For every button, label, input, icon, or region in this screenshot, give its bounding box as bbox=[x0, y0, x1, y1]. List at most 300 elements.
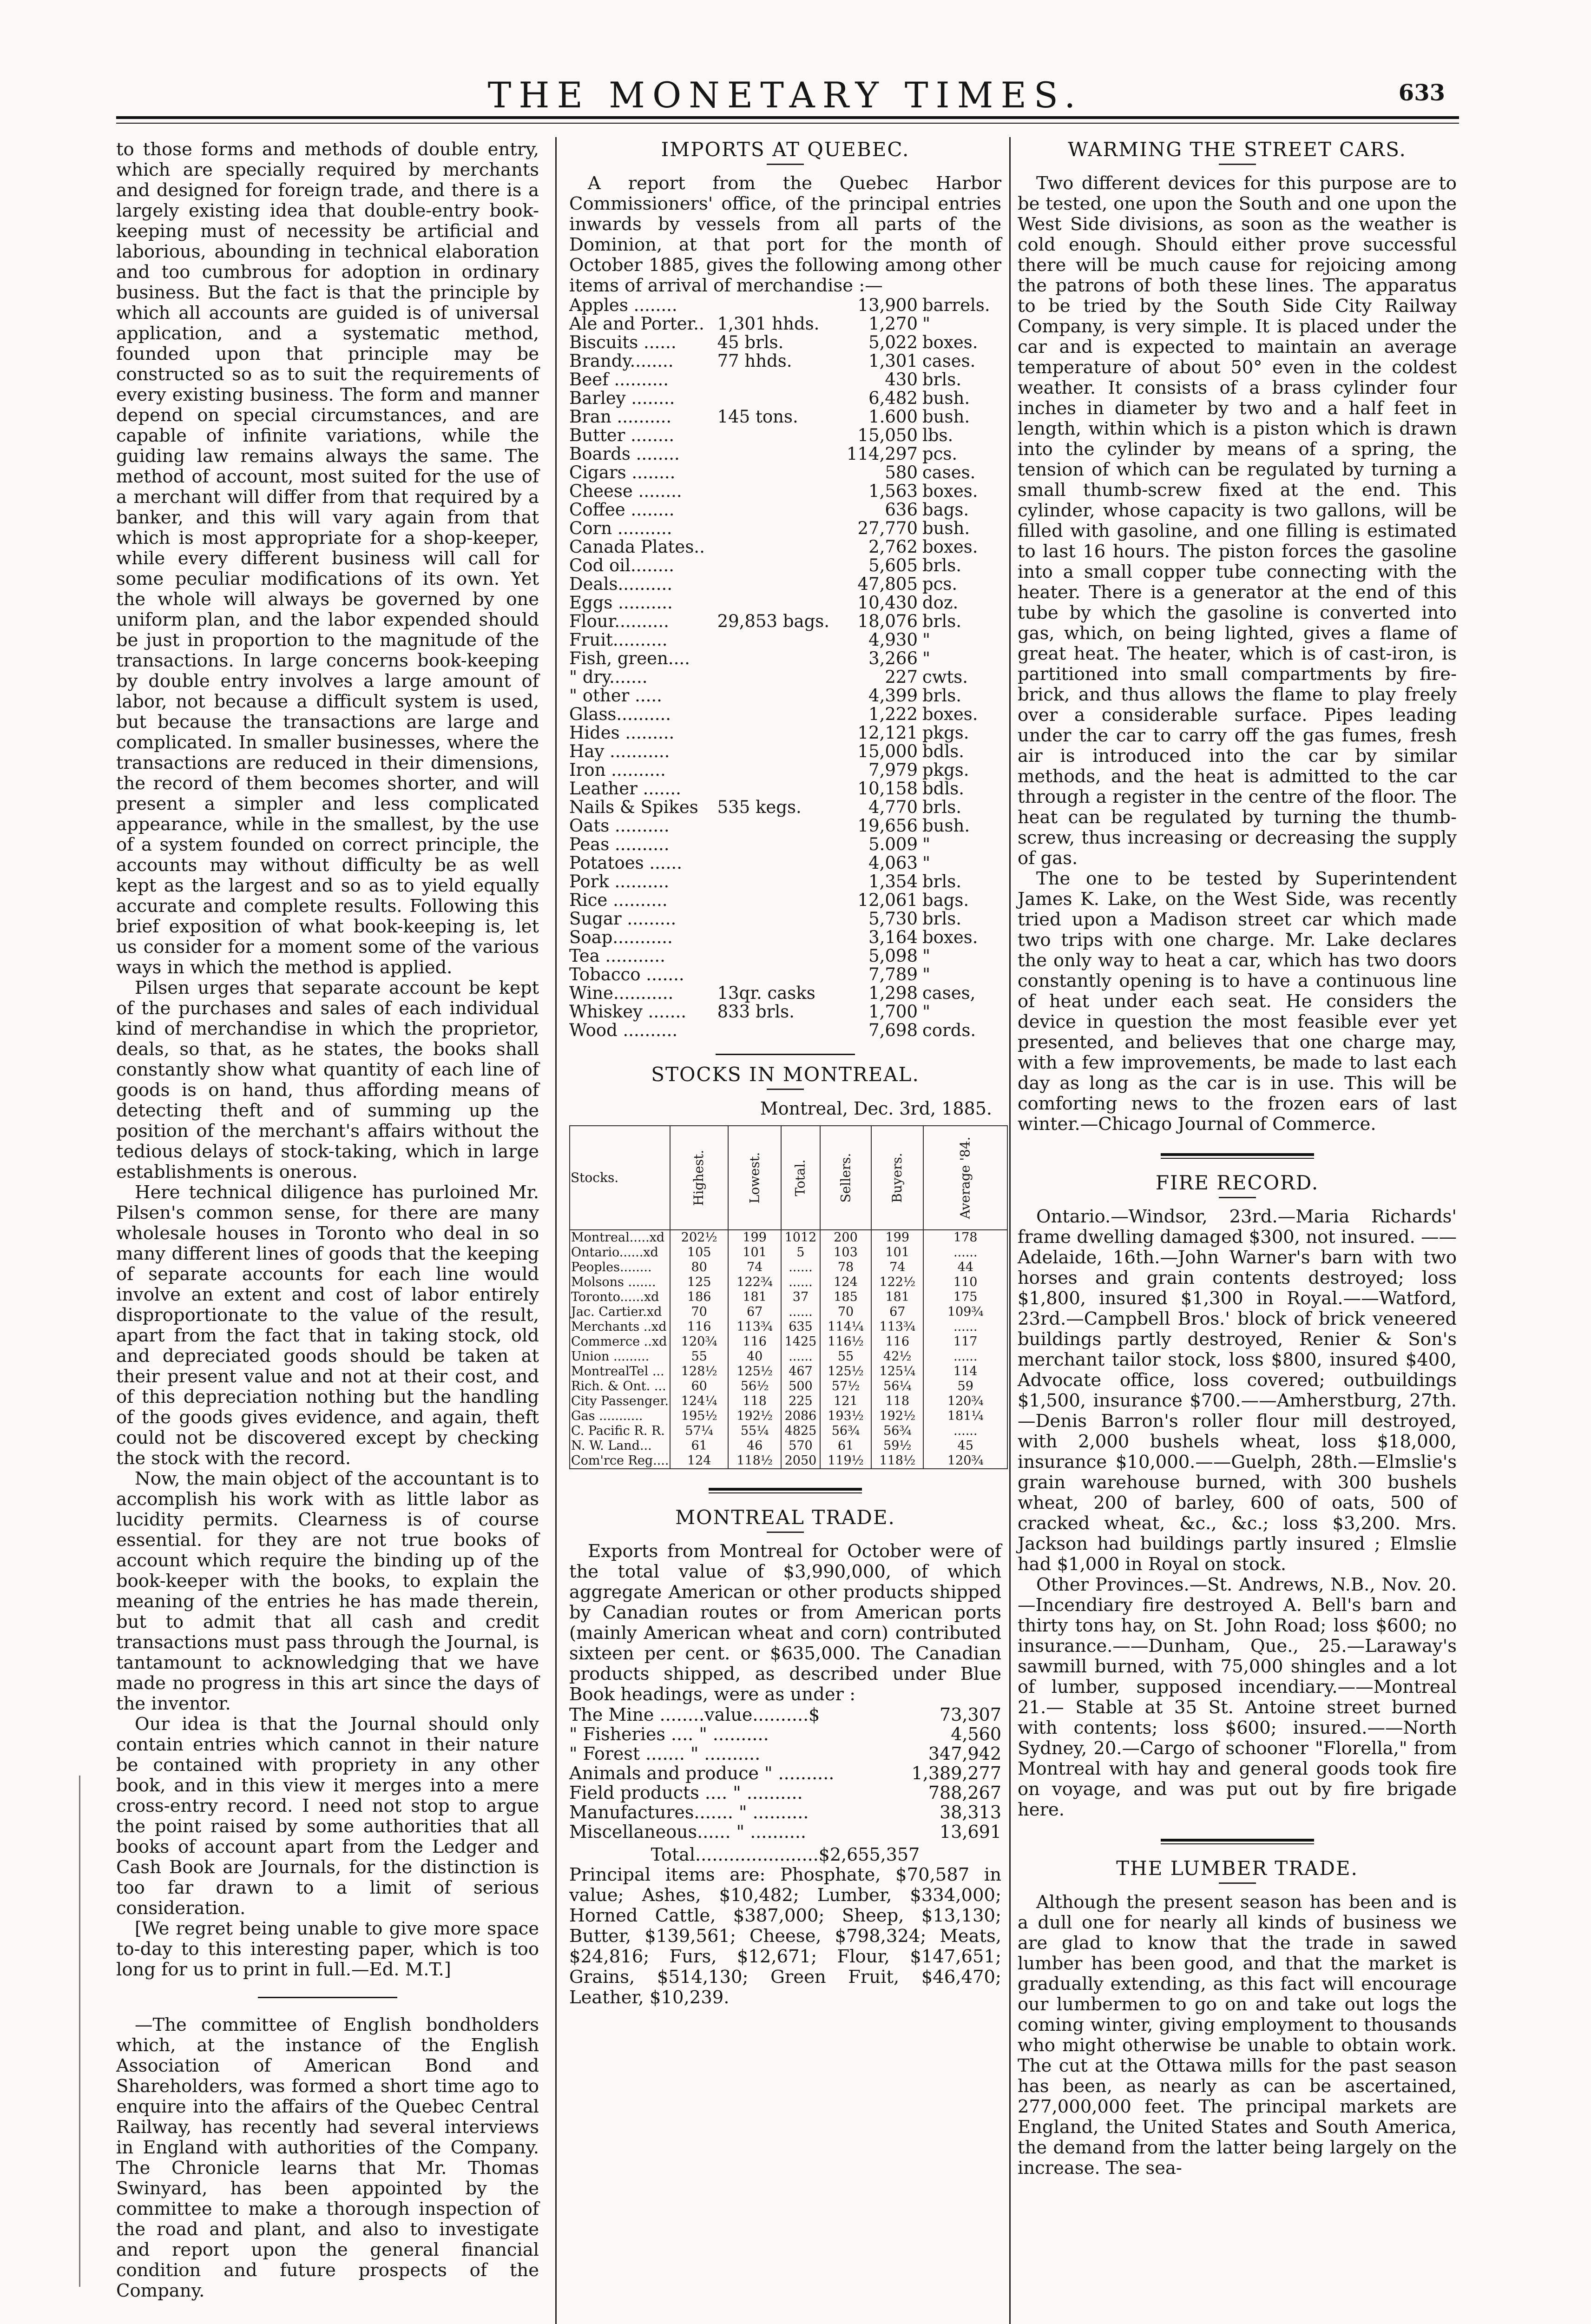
column-right bbox=[1018, 139, 1457, 2179]
news-item-quebec-central: —The committee of English bondholders which, at the instance of the English Association of American Bond and Shareholders, was formed a short time ago to enquire into the affairs of the Quebec Central Railway, has recently had several interviews in England with authorities of the Company. The Chronicle learns that Mr. Thomas Swinyard, has been appointed by the committee to make a thorough inspection of the road and plant, and also to investigate and report upon the general financial condition and future prospects of the Company. bbox=[116, 2014, 539, 2301]
import-qty: 29,853 bags. bbox=[717, 611, 829, 631]
stock-cell: 467 bbox=[781, 1364, 820, 1379]
import-row bbox=[569, 779, 1001, 798]
stocks-row bbox=[570, 1290, 1007, 1305]
stock-cell: 192½ bbox=[728, 1409, 782, 1424]
import-item: Beef .......... bbox=[569, 370, 669, 390]
import-row bbox=[569, 482, 1001, 501]
import-unit: brls. bbox=[922, 686, 961, 706]
import-item: Cigars ........ bbox=[569, 462, 676, 482]
import-unit: brls. bbox=[922, 611, 961, 631]
stocks-row bbox=[570, 1275, 1007, 1290]
export-label: " Forest ....... " .......... bbox=[569, 1743, 761, 1764]
stock-cell: 120¾ bbox=[670, 1334, 728, 1349]
import-value: 1,270 bbox=[868, 314, 918, 334]
import-qty: 145 tons. bbox=[717, 407, 798, 427]
import-row bbox=[569, 315, 1001, 333]
import-unit: cases. bbox=[922, 351, 976, 371]
article-paragraph: Pilsen urges that separate account be kept of the purchases and sales of each individual kind of merchandise in which the proprietor, deals, so that, as he states, the books shall constantly show what quantity of each line of goods is on hand, thus affording means of detecting theft and of summing up the position of the merchant's affairs without the tedious delays of stock-taking, which in large establishments is onerous. bbox=[116, 977, 539, 1182]
import-item: Brandy........ bbox=[569, 351, 674, 371]
stock-cell: 105 bbox=[670, 1245, 728, 1260]
stock-cell: 225 bbox=[781, 1394, 820, 1409]
export-label: Animals and produce " .......... bbox=[569, 1763, 835, 1783]
import-qty bbox=[717, 687, 829, 705]
import-value: 1,563 bbox=[868, 481, 918, 501]
import-item: Glass.......... bbox=[569, 704, 671, 724]
import-value: 6,482 bbox=[868, 388, 918, 408]
stock-cell: ...... bbox=[781, 1275, 820, 1290]
exports-total: Total......................$2,655,357 bbox=[651, 1844, 920, 1865]
import-row bbox=[569, 835, 1001, 854]
import-value: 1,298 bbox=[868, 983, 918, 1003]
stock-cell: 74 bbox=[728, 1260, 782, 1275]
export-label: Manufactures....... " .......... bbox=[569, 1802, 809, 1822]
import-item: Peas .......... bbox=[569, 834, 670, 854]
masthead-bar bbox=[116, 70, 1454, 116]
stocks-row bbox=[570, 1409, 1007, 1424]
stock-cell: 103 bbox=[820, 1245, 872, 1260]
import-row bbox=[569, 575, 1001, 594]
import-value: 4,063 bbox=[868, 853, 918, 873]
stock-cell: 118 bbox=[871, 1394, 923, 1409]
stock-cell: 46 bbox=[728, 1439, 782, 1453]
import-value: 12,121 bbox=[857, 723, 918, 743]
import-qty: 833 brls. bbox=[717, 1002, 795, 1022]
stock-cell: 61 bbox=[820, 1439, 872, 1453]
import-item: Boards ........ bbox=[569, 444, 680, 464]
import-item: " other ..... bbox=[569, 686, 662, 706]
import-value: 430 bbox=[885, 370, 918, 390]
stock-cell: 70 bbox=[670, 1305, 728, 1320]
stock-cell: 2050 bbox=[781, 1453, 820, 1469]
stocks-row bbox=[570, 1394, 1007, 1409]
import-row bbox=[569, 910, 1001, 928]
import-value: 1.600 bbox=[868, 407, 918, 427]
section-divider bbox=[1161, 1153, 1314, 1159]
import-row bbox=[569, 352, 1001, 370]
import-row bbox=[569, 965, 1001, 984]
import-value: 47,805 bbox=[857, 574, 918, 594]
stocks-col-header bbox=[820, 1126, 872, 1230]
import-row bbox=[569, 501, 1001, 519]
stock-cell: 101 bbox=[728, 1245, 782, 1260]
import-unit: pcs. bbox=[922, 574, 958, 594]
section-divider bbox=[709, 1488, 862, 1493]
import-item: Wine........... bbox=[569, 983, 674, 1003]
import-unit: bdls. bbox=[922, 741, 964, 761]
stocks-col-label: Stocks. bbox=[571, 1170, 619, 1185]
import-item: " dry....... bbox=[569, 667, 648, 687]
export-amount: 4,560 bbox=[951, 1724, 1001, 1744]
import-qty bbox=[717, 575, 829, 594]
stock-cell: 186 bbox=[670, 1290, 728, 1305]
import-unit: bush. bbox=[922, 816, 970, 836]
stocks-col-header bbox=[728, 1126, 782, 1230]
import-unit: bags. bbox=[922, 500, 969, 520]
stock-cell: 199 bbox=[871, 1230, 923, 1245]
import-item: Nails & Spikes bbox=[569, 797, 698, 817]
import-unit: cords. bbox=[922, 1020, 976, 1040]
streetcars-heading: WARMING THE STREET CARS. bbox=[1068, 138, 1407, 161]
import-value: 5,022 bbox=[868, 332, 918, 352]
stock-cell: 113¾ bbox=[871, 1320, 923, 1334]
stock-cell: 55 bbox=[820, 1349, 872, 1364]
stock-name: Ontario......xd bbox=[570, 1245, 670, 1260]
import-unit: pkgs. bbox=[922, 760, 969, 780]
stock-cell: 117 bbox=[923, 1334, 1007, 1349]
stock-name: Montreal.....xd bbox=[570, 1230, 670, 1245]
stock-cell: ...... bbox=[781, 1305, 820, 1320]
import-item: Hides ......... bbox=[569, 723, 675, 743]
import-qty bbox=[717, 501, 829, 519]
stock-cell: 57¼ bbox=[670, 1424, 728, 1439]
stocks-col-header bbox=[670, 1126, 728, 1230]
import-value: 227 bbox=[885, 667, 918, 687]
import-unit: cwts. bbox=[922, 667, 968, 687]
article-paragraph: Now, the main object of the accountant is to accomplish his work with as little labor as lucidity permits. Clearness is of course essential. for they are not true books of account which require the binding up of the book-keeper with the books, to explain the meaning of the entries he has made therein, but to admit that all cash and credit transactions must pass through the Journal, is tantamount to acknowledging that we have made no progress in this art since the days of the inventor. bbox=[116, 1468, 539, 1714]
import-qty bbox=[717, 296, 829, 315]
stock-cell: 118 bbox=[728, 1394, 782, 1409]
stock-cell: 125½ bbox=[728, 1364, 782, 1379]
import-item: Tobacco ....... bbox=[569, 964, 684, 984]
import-qty bbox=[717, 426, 829, 445]
stock-cell: 181¼ bbox=[923, 1409, 1007, 1424]
import-value: 3,266 bbox=[868, 648, 918, 668]
stock-cell: 80 bbox=[670, 1260, 728, 1275]
stock-name: Toronto......xd bbox=[570, 1290, 670, 1305]
stock-cell: 1425 bbox=[781, 1334, 820, 1349]
stocks-col-header bbox=[781, 1126, 820, 1230]
stock-cell: 122¾ bbox=[728, 1275, 782, 1290]
stock-cell: 114 bbox=[923, 1364, 1007, 1379]
export-amount: 788,267 bbox=[928, 1783, 1001, 1803]
import-item: Oats .......... bbox=[569, 816, 670, 836]
import-unit: boxes. bbox=[922, 537, 978, 557]
section-divider bbox=[716, 1054, 855, 1055]
import-qty bbox=[717, 482, 829, 501]
import-value: 18,076 bbox=[857, 611, 918, 631]
stock-cell: 4825 bbox=[781, 1424, 820, 1439]
stock-cell: 5 bbox=[781, 1245, 820, 1260]
export-amount: 73,307 bbox=[940, 1704, 1001, 1725]
import-value: 7,698 bbox=[868, 1020, 918, 1040]
stocks-row bbox=[570, 1305, 1007, 1320]
import-qty bbox=[717, 519, 829, 538]
stock-name: MontrealTel ... bbox=[570, 1364, 670, 1379]
import-value: 1,700 bbox=[868, 1002, 918, 1022]
import-qty bbox=[717, 891, 829, 910]
stocks-row bbox=[570, 1245, 1007, 1260]
import-qty bbox=[717, 835, 829, 854]
import-item: Leather ....... bbox=[569, 779, 681, 799]
import-value: 10,158 bbox=[857, 779, 918, 799]
stock-cell: 44 bbox=[923, 1260, 1007, 1275]
import-qty bbox=[717, 594, 829, 612]
import-item: Bran .......... bbox=[569, 407, 672, 427]
import-value: 5,730 bbox=[868, 909, 918, 929]
stock-cell: 113¾ bbox=[728, 1320, 782, 1334]
export-amount: 347,942 bbox=[928, 1743, 1001, 1764]
stock-cell: 55¼ bbox=[728, 1424, 782, 1439]
import-unit: boxes. bbox=[922, 927, 978, 947]
stocks-col-label: Highest. bbox=[691, 1149, 707, 1206]
import-item: Soap........... bbox=[569, 927, 673, 947]
import-item: Pork .......... bbox=[569, 872, 670, 891]
imports-intro: A report from the Quebec Harbor Commissioners' office, of the principal entries inwards by vessels from all parts of the Dominion, at that port for the month of October 1885, gives the following among other items of arrival of merchandise :— bbox=[569, 173, 1001, 296]
import-item: Iron .......... bbox=[569, 760, 666, 780]
import-item: Cod oil........ bbox=[569, 555, 675, 575]
stock-cell: 59½ bbox=[871, 1439, 923, 1453]
stock-cell: 124 bbox=[670, 1453, 728, 1469]
import-item: Corn .......... bbox=[569, 518, 672, 538]
column-middle bbox=[569, 139, 1001, 2008]
stock-cell: 124 bbox=[820, 1275, 872, 1290]
import-value: 15,000 bbox=[857, 741, 918, 761]
fire-ontario: Ontario.—Windsor, 23rd.—Maria Richards' frame dwelling damaged $300, not insured. ——Adelaide, 16th.—John Warner's barn with two horses and grain contents destroyed; loss $1,800, insured $1,300 in Royal.——Watford, 23rd.—Campbell Bros.' block of brick veneered buildings partly destroyed, Renier & Son's merchant tailor stock, loss $800, insured $400, Advocate office, loss covered; outbuildings $1,500, insurance $700.——Amherstburg, 27th. —Denis Barron's roller flour mill destroyed, with 2,000 bushels wheat, loss $18,000, insurance $10,000.——Guelph, 28th.—Elmslie's grain warehouse burned, with 300 bushels wheat, 200 of barley, 600 of oats, 500 of cracked wheat, &c., &c.; loss $3,200. Mrs. Jackson had buildings partly insured ; Elmslie had $1,000 in Royal on stock. bbox=[1018, 1206, 1457, 1575]
stock-cell: 70 bbox=[820, 1305, 872, 1320]
import-qty bbox=[717, 854, 829, 872]
import-value: 27,770 bbox=[857, 518, 918, 538]
import-item: Cheese ........ bbox=[569, 481, 682, 501]
stock-cell: 110 bbox=[923, 1275, 1007, 1290]
import-unit: cases. bbox=[922, 462, 976, 482]
import-value: 4,399 bbox=[868, 686, 918, 706]
import-unit: pkgs. bbox=[922, 723, 969, 743]
import-qty bbox=[717, 910, 829, 928]
stocks-col-label: Lowest. bbox=[747, 1152, 763, 1204]
import-row bbox=[569, 928, 1001, 947]
import-value: 3,164 bbox=[868, 927, 918, 947]
import-item: Biscuits ...... bbox=[569, 332, 677, 352]
stock-cell: 570 bbox=[781, 1439, 820, 1453]
import-row bbox=[569, 668, 1001, 687]
import-qty bbox=[717, 463, 829, 482]
stock-cell: 57½ bbox=[820, 1379, 872, 1394]
import-item: Coffee ........ bbox=[569, 500, 675, 520]
export-row bbox=[569, 1822, 1001, 1842]
section-divider bbox=[1161, 1839, 1314, 1844]
import-row bbox=[569, 556, 1001, 575]
import-row bbox=[569, 426, 1001, 445]
import-value: 580 bbox=[885, 462, 918, 482]
fire-other-provinces: Other Provinces.—St. Andrews, N.B., Nov. 20.—Incendiary fire destroyed A. Bell's barn and thirty tons hay, on St. John Road; loss $600; no insurance.——Dunham, Que., 25.—Laraway's sawmill burned, with 75,000 shingles and a lot of lumber, supposed incendiary.——Montreal 21.— Stable at 35 St. Antoine street burned with contents; loss $600; insured.——North Sydney, 20.—Cargo of schooner "Florella," from Montreal with hay and general goods took fire on voyage, and was put out by fire brigade here. bbox=[1018, 1574, 1457, 1820]
stock-cell: 116 bbox=[871, 1334, 923, 1349]
import-unit: bush. bbox=[922, 518, 970, 538]
import-row bbox=[569, 798, 1001, 817]
fire-heading: FIRE RECORD. bbox=[1155, 1171, 1319, 1194]
import-item: Flour.......... bbox=[569, 611, 669, 631]
heading-rule bbox=[767, 164, 804, 165]
export-row bbox=[569, 1705, 1001, 1724]
header-rule-thin bbox=[116, 123, 1459, 124]
stock-cell: 195½ bbox=[670, 1409, 728, 1424]
stock-cell: 118½ bbox=[728, 1453, 782, 1469]
import-item: Apples ........ bbox=[569, 295, 677, 315]
imports-table bbox=[569, 296, 1001, 1040]
editor-note: [We regret being unable to give more space to-day to this interesting paper, which is too long for us to print in full.—Ed. M.T.] bbox=[116, 1918, 539, 1980]
import-unit: " bbox=[922, 946, 931, 966]
import-unit: bush. bbox=[922, 388, 970, 408]
import-unit: barrels. bbox=[922, 295, 990, 315]
article-paragraph: Two different devices for this purpose are to be tested, one upon the South and one upon the West Side divisions, as soon as the weather is cold enough. Should either prove successful there will be much cause for rejoicing among the patrons of both these lines. The apparatus to be tried by the South Side City Railway Company, is very simple. It is placed under the car and is expected to maintain an average temperature of about 50° even in the coldest weather. It consists of a brass cylinder four inches in diameter by two and a half feet in length, within which is a piston which is drawn into the cylinder by means of a spring, the tension of which can be regulated by turning a small thumb-screw fixed at the end. This cylinder, whose capacity is two gallons, will be filled with gasoline, and one filling is estimated to last 16 hours. The piston forces the gasoline into a small copper tube connecting with the heater. There is a generator at the end of this tube by which the gasoline is converted into gas, which, on being lighted, gives a flame of great heat. The heater, which is of cast-iron, is partitioned into small compartments by fire-brick, and thus allows the flame to play freely over a considerable surface. Pipes leading under the car to carry off the gas fumes, fresh air is introduced into the car by similar methods, and the heat is admitted to the car through a register in the centre of the floor. The heat can be regulated by turning the thumb-screw, thus increasing or decreasing the supply of gas. bbox=[1018, 173, 1457, 869]
import-value: 7,789 bbox=[868, 964, 918, 984]
import-qty: 535 kegs. bbox=[717, 797, 802, 817]
stocks-dateline: Montreal, Dec. 3rd, 1885. bbox=[760, 1098, 992, 1119]
stock-cell: 181 bbox=[871, 1290, 923, 1305]
export-label: " Fisheries .... " .......... bbox=[569, 1724, 769, 1744]
import-value: 1,301 bbox=[868, 351, 918, 371]
stocks-row bbox=[570, 1439, 1007, 1453]
stock-cell: 119½ bbox=[820, 1453, 872, 1469]
trade-intro: Exports from Montreal for October were of the total value of $3,990,000, of which aggregate American or other products shipped by Canadian routes or from American ports (mainly American wheat and corn) contributed sixteen per cent. or $635,000. The Canadian products shipped, as described under Blue Book headings, were as under : bbox=[569, 1541, 1001, 1705]
stocks-row bbox=[570, 1453, 1007, 1469]
stock-name: Merchants ..xd bbox=[570, 1320, 670, 1334]
stock-cell: 42½ bbox=[871, 1349, 923, 1364]
stock-name: Rich. & Ont. ... bbox=[570, 1379, 670, 1394]
import-item: Rice .......... bbox=[569, 890, 668, 910]
stock-cell: 40 bbox=[728, 1349, 782, 1364]
article-paragraph: Our idea is that the Journal should only contain entries which cannot in their nature be contained with propriety in any other book, and in this view it merges into a mere cross-entry record. I need not stop to argue the point raised by some authorities that all books of account apart from the Ledger and Cash Book are Journals, for the distinction is too far drawn to a limit of serious consideration. bbox=[116, 1714, 539, 1919]
export-row bbox=[569, 1783, 1001, 1802]
trade-principal-items: Principal items are: Phosphate, $70,587 in value; Ashes, $10,482; Lumber, $334,000; Horned Cattle, $387,000; Sheep, $13,130; Butter, $139,561; Cheese, $798,324; Meats, $24,816; Furs, $12,671; Flour, $147,651; Grains, $514,130; Green Fruit, $46,470; Leather, $10,239. bbox=[569, 1864, 1001, 2008]
import-row bbox=[569, 984, 1001, 1003]
stock-cell: 125½ bbox=[820, 1364, 872, 1379]
export-row bbox=[569, 1744, 1001, 1763]
stocks-row bbox=[570, 1260, 1007, 1275]
stock-cell: 122½ bbox=[871, 1275, 923, 1290]
import-unit: doz. bbox=[922, 593, 959, 613]
import-row bbox=[569, 1003, 1001, 1021]
import-qty bbox=[717, 445, 829, 463]
import-row bbox=[569, 947, 1001, 965]
import-item: Eggs .......... bbox=[569, 593, 673, 613]
import-value: 5.009 bbox=[868, 834, 918, 854]
import-unit: " bbox=[922, 964, 931, 984]
import-qty: 45 brls. bbox=[717, 332, 784, 352]
import-value: 1,354 bbox=[868, 872, 918, 891]
column-divider-2 bbox=[1009, 137, 1011, 2324]
stocks-col-header bbox=[871, 1126, 923, 1230]
stocks-row bbox=[570, 1364, 1007, 1379]
stock-cell: 1012 bbox=[781, 1230, 820, 1245]
import-value: 1,222 bbox=[868, 704, 918, 724]
article-paragraph: The one to be tested by Superintendent James K. Lake, on the West Side, was recently tried upon a Madison street car which made two trips with one charge. Mr. Lake declares the only way to heat a car, which has two doors constantly opening is to have a continuous line of heat under each seat. He considers the device in question the most feasible ever yet presented, and believes that one charge may, with a few improvements, be made to last each day as long as the car is in use. This will be comforting news to the frozen ears of last winter.—Chicago Journal of Commerce. bbox=[1018, 868, 1457, 1135]
import-qty bbox=[717, 668, 829, 687]
stock-cell: 101 bbox=[871, 1245, 923, 1260]
import-qty bbox=[717, 370, 829, 389]
import-qty bbox=[717, 928, 829, 947]
import-unit: bdls. bbox=[922, 779, 964, 799]
import-unit: " bbox=[922, 648, 931, 668]
import-item: Hay ........... bbox=[569, 741, 670, 761]
import-row bbox=[569, 594, 1001, 612]
stock-cell: 178 bbox=[923, 1230, 1007, 1245]
stock-cell: 37 bbox=[781, 1290, 820, 1305]
import-row bbox=[569, 445, 1001, 463]
import-row bbox=[569, 761, 1001, 779]
import-qty bbox=[717, 631, 829, 649]
import-row bbox=[569, 705, 1001, 724]
stocks-table bbox=[569, 1125, 1008, 1469]
import-qty bbox=[717, 538, 829, 556]
import-value: 10,430 bbox=[857, 593, 918, 613]
import-value: 5,605 bbox=[868, 555, 918, 575]
import-unit: brls. bbox=[922, 872, 961, 891]
stock-cell: ...... bbox=[923, 1245, 1007, 1260]
stock-cell: 125 bbox=[670, 1275, 728, 1290]
stock-cell: 67 bbox=[728, 1305, 782, 1320]
section-divider bbox=[258, 1997, 397, 1998]
export-label: Field products .... " .......... bbox=[569, 1783, 803, 1803]
import-qty bbox=[717, 817, 829, 835]
import-item: Fish, green.... bbox=[569, 648, 690, 668]
stock-name: City Passenger. bbox=[570, 1394, 670, 1409]
import-qty bbox=[717, 947, 829, 965]
export-amount: 38,313 bbox=[940, 1802, 1001, 1822]
page-number: 633 bbox=[1398, 80, 1445, 106]
stock-cell: 120¾ bbox=[923, 1394, 1007, 1409]
import-row bbox=[569, 370, 1001, 389]
stock-cell: 56½ bbox=[728, 1379, 782, 1394]
stocks-row bbox=[570, 1349, 1007, 1364]
stock-cell: 114¼ bbox=[820, 1320, 872, 1334]
stock-cell: 128½ bbox=[670, 1364, 728, 1379]
heading-rule bbox=[1219, 1882, 1256, 1884]
stocks-col-header bbox=[923, 1126, 1007, 1230]
import-qty: 13qr. casks bbox=[717, 983, 815, 1003]
import-unit: brls. bbox=[922, 370, 961, 390]
stock-cell: 120¾ bbox=[923, 1453, 1007, 1469]
import-qty bbox=[717, 724, 829, 742]
stock-cell: 116½ bbox=[820, 1334, 872, 1349]
imports-heading: IMPORTS AT QUEBEC. bbox=[661, 138, 910, 161]
import-item: Whiskey ....... bbox=[569, 1002, 686, 1022]
import-qty: 1,301 hhds. bbox=[717, 314, 820, 334]
import-qty: 77 hhds. bbox=[717, 351, 792, 371]
import-unit: brls. bbox=[922, 909, 961, 929]
import-row bbox=[569, 463, 1001, 482]
import-unit: " bbox=[922, 834, 931, 854]
import-qty bbox=[717, 705, 829, 724]
import-value: 2,762 bbox=[868, 537, 918, 557]
import-item: Potatoes ...... bbox=[569, 853, 682, 873]
export-amount: 1,389,277 bbox=[911, 1763, 1001, 1783]
heading-rule bbox=[1219, 164, 1256, 165]
masthead-title: THE MONETARY TIMES. bbox=[487, 74, 1083, 116]
stocks-heading: STOCKS IN MONTREAL. bbox=[651, 1063, 920, 1086]
import-row bbox=[569, 872, 1001, 891]
stock-cell: 121 bbox=[820, 1394, 872, 1409]
stock-cell: 192½ bbox=[871, 1409, 923, 1424]
stock-name: N. W. Land... bbox=[570, 1439, 670, 1453]
export-row bbox=[569, 1724, 1001, 1744]
stock-cell: 202½ bbox=[670, 1230, 728, 1245]
stock-cell: 56¾ bbox=[871, 1424, 923, 1439]
column-left bbox=[116, 139, 539, 2301]
stock-name: Peoples........ bbox=[570, 1260, 670, 1275]
import-value: 114,297 bbox=[846, 444, 918, 464]
import-row bbox=[569, 612, 1001, 631]
import-item: Deals.......... bbox=[569, 574, 673, 594]
stock-cell: 74 bbox=[871, 1260, 923, 1275]
lumber-heading: THE LUMBER TRADE. bbox=[1116, 1857, 1358, 1880]
import-row bbox=[569, 408, 1001, 426]
export-row bbox=[569, 1763, 1001, 1783]
import-value: 4,930 bbox=[868, 630, 918, 650]
import-value: 636 bbox=[885, 500, 918, 520]
stock-cell: 116 bbox=[670, 1320, 728, 1334]
exports-table bbox=[569, 1705, 1001, 1842]
